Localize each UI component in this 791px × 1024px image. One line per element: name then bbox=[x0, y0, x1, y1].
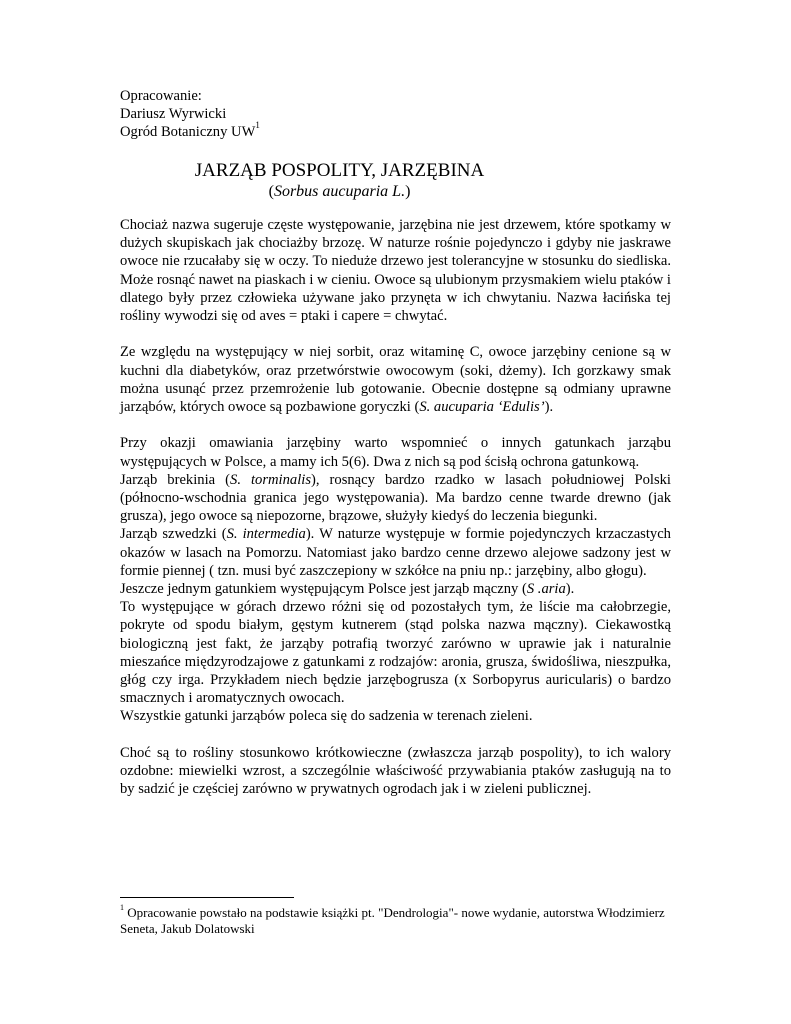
footnote-divider bbox=[120, 897, 294, 898]
paragraph-conclusion: Choć są to rośliny stosunkowo krótkowieczne (zwłaszcza jarząb pospolity), to ich walory ozdobne: miewielki wzrost, a szczególnie właściwość przywabiania ptaków zasługują na to by sadzić je częściej zarówno w prywatnych ogrodach jak i w zieleni publicznej. bbox=[120, 744, 671, 798]
paragraph-uses bbox=[120, 343, 671, 416]
brekinia-text-b: ), rosnący bardzo rzadko w lasach południowej Polski (północno-wschodnia granica jego występowania). Ma bardzo cenne twarde drewno (jak grusza), jego owoce są niepozorne, brązowe, służyły kiedyś do leczenia biegunki. bbox=[120, 471, 671, 525]
footnote-marker: 1 bbox=[120, 902, 124, 912]
cultivar-name: S. aucuparia ‘Edulis’ bbox=[419, 399, 545, 416]
paragraph-species-intro: Przy okazji omawiania jarzębiny warto wspomnieć o innych gatunkach jarząbu występujących w Polsce, a mamy ich 5(6). Dwa z nich są pod ścisłą ochrona gatunkową. bbox=[120, 435, 671, 470]
latin-name: Sorbus aucuparia L. bbox=[273, 183, 406, 200]
subtitle-open-paren: ( bbox=[268, 183, 274, 200]
paragraph-mountain: To występujące w górach drzewo różni się od pozostałych tym, że liście ma całobrzegie, pokryte od spodu białym, gęstym kutnerem (stąd polska nazwa mączny). Ciekawostką biologiczną jest fakt, że jarząby potrafią tworzyć zarówno w uprawie jak i naturalnie mieszańce międzyrodzajowe z gatunkami z rodzajów: aronia, grusza, świdośliwa, nieszpułka, głóg czy irga. Przykładem niech będzie jarzębogrusza (x Sorbopyrus auricularis) o bardzo smacznych i aromatycznych owocach. bbox=[120, 599, 671, 707]
footnote bbox=[120, 902, 671, 937]
body-text bbox=[120, 216, 671, 798]
footnote-reference[interactable]: 1 bbox=[255, 120, 260, 131]
paragraph-szwedzki bbox=[120, 525, 671, 580]
author-line-label: Opracowanie: bbox=[120, 88, 202, 104]
paragraph-brekinia bbox=[120, 471, 671, 526]
affiliation-text: Ogród Botaniczny UW bbox=[120, 124, 256, 140]
author-affiliation bbox=[120, 120, 260, 141]
author-name: Dariusz Wyrwicki bbox=[120, 106, 227, 122]
paragraph-uses-end: ). bbox=[544, 399, 554, 416]
footnote-text: Opracowanie powstało na podstawie książki pt. "Dendrologia"- nowe wydanie, autorstwa Włodzimierz Seneta, Jakub Dolatowski bbox=[120, 905, 665, 936]
szwedzki-text-b: ). W naturze występuje w formie pojedynczych krzaczastych okazów w lasach na Pomorzu. Natomiast jako bardzo cenne drzewo alejowe sadzony jest w formie piennej ( tzn. musi być zaszczepiony w szkółce na pniu np.: jarzębiny, albo głogu). bbox=[120, 526, 671, 579]
brekinia-text-a: Jarząb brekinia ( bbox=[120, 471, 231, 488]
subtitle-close-paren: ) bbox=[405, 183, 411, 200]
maczny-text-b: ). bbox=[565, 581, 575, 598]
paragraph-recommendation: Wszystkie gatunki jarząbów poleca się do sadzenia w terenach zieleni. bbox=[120, 708, 533, 725]
document-title bbox=[120, 160, 671, 182]
brekinia-latin: S. torminalis bbox=[230, 471, 311, 488]
maczny-latin: S .aria bbox=[526, 581, 566, 598]
paragraph-maczny bbox=[120, 580, 671, 598]
document-subtitle bbox=[120, 182, 671, 202]
paragraph-intro: Chociaż nazwa sugeruje częste występowanie, jarzębina nie jest drzewem, które spotkamy w dużych skupiskach jak chociażby brzozę. W naturze rośnie pojedynczo i gdyby nie jaskrawe owoce nie rzucałaby się w oczy. To nieduże drzewo jest tolerancyjne w stosunku do siedliska. Może rosnąć nawet na piaskach i w cieniu. Owoce są ulubionym przysmakiem wielu ptaków i dlatego były przez człowieka używane jako przynęta w ich chwytaniu. Nazwa łacińska tej rośliny wywodzi się od aves = ptaki i capere = chwytać. bbox=[120, 217, 671, 325]
maczny-text-a: Jeszcze jednym gatunkiem występującym Polsce jest jarząb mączny ( bbox=[120, 581, 527, 598]
title-main: JARZĄB POSPOLITY, JARZĘBINA bbox=[194, 160, 485, 181]
szwedzki-latin: S. intermedia bbox=[226, 526, 306, 543]
author-block bbox=[120, 87, 260, 141]
paragraph-uses-text: Ze względu na występujący w niej sorbit, oraz witaminę C, owoce jarzębiny cenione są w kuchni dla diabetyków, oraz przetwórstwie owocowym (soki, dżemy). Ich gorzkawy smak można usunąć przez przemrożenie lub gotowanie. Obecnie dostępne są odmiany uprawne jarząbów, których owoce są pozbawione goryczki ( bbox=[120, 344, 671, 416]
szwedzki-text-a: Jarząb szwedzki ( bbox=[120, 526, 227, 543]
